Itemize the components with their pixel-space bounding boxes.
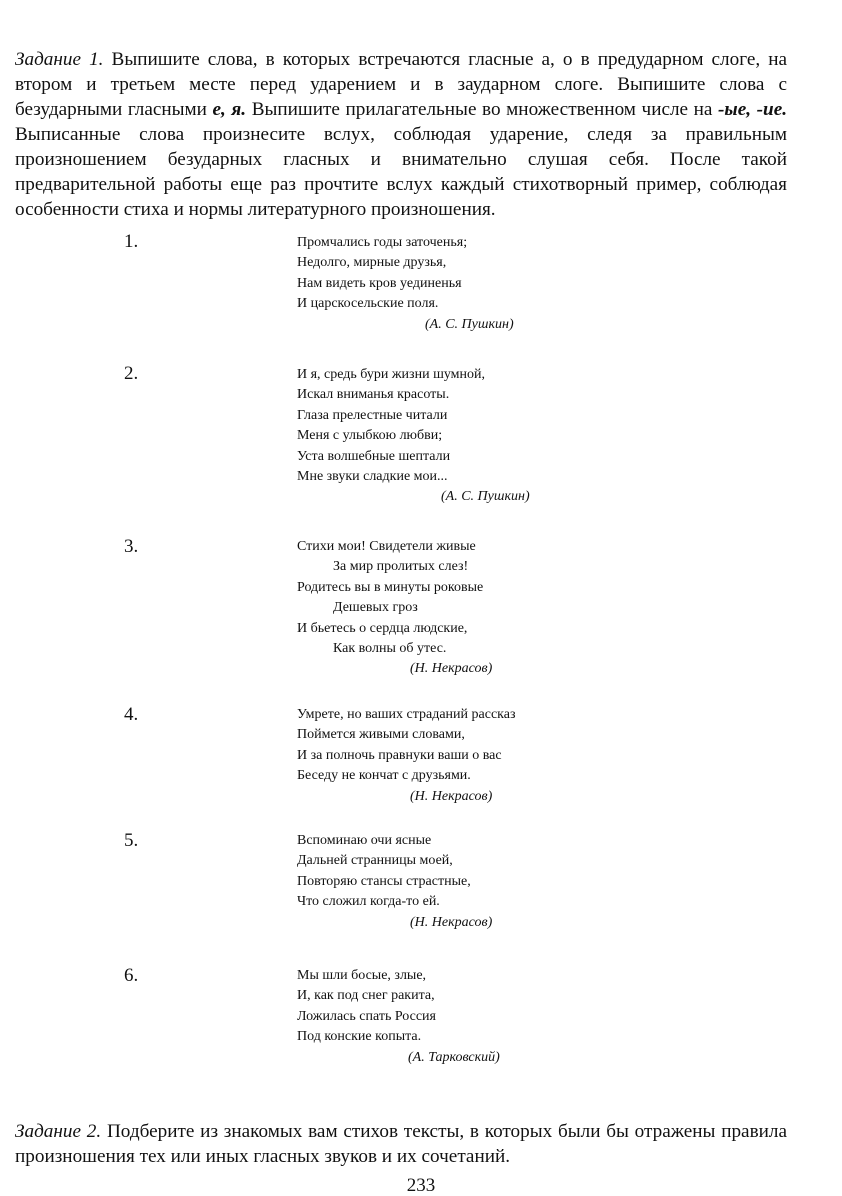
poem-4 <box>297 705 516 807</box>
poem-line: Поймется живыми словами, <box>297 727 465 743</box>
poem-line: Под конские копыта. <box>297 1029 422 1045</box>
poem-author: (А. С. Пушкин) <box>425 316 514 332</box>
poem-line: Нам видеть кров уединенья <box>297 275 462 291</box>
poem-3 <box>297 537 492 680</box>
poem-line: И я, средь бури жизни шумной, <box>297 367 486 382</box>
page-number: 233 <box>406 1175 436 1196</box>
poem-line: За мир пролитых слез! <box>333 559 469 575</box>
task-2-paragraph <box>15 1119 787 1169</box>
poem-line: И за полночь правнуки ваши о вас <box>297 747 502 763</box>
task-1-label: Задание 1. <box>15 49 104 71</box>
poem-line: Меня с улыбкою любви; <box>297 428 443 444</box>
task-1-paragraph <box>15 47 787 222</box>
poem-line: И царскосельские поля. <box>297 296 439 312</box>
poem-line: Недолго, мирные друзья, <box>297 255 447 271</box>
poem-line: Дальней странницы моей, <box>297 853 453 869</box>
poem-line: Что сложил когда-то ей. <box>297 894 440 910</box>
task-1-vowels: е, я. <box>212 99 247 121</box>
task-2-text: Подберите из знакомых вам стихов тексты, в которых были бы отражены правила произношения тех или иных гласных звуков и их сочетаний. <box>15 1121 787 1168</box>
task-1-text-c: Выписанные слова произнесите вслух, соблюдая ударение, следя за правильным произношением безударных гласных и внимательно слушая себя. После такой предварительной работы еще раз прочтите вслух каждый стихотворный пример, соблюдая особенности стиха и нормы литературного произношения. <box>15 124 787 221</box>
poem-author: (Н. Некрасов) <box>410 661 493 677</box>
poem-author: (А. С. Пушкин) <box>441 489 530 505</box>
poem-line: Уста волшебные шептали <box>297 448 451 464</box>
poem-line: Мне звуки сладкие мои... <box>297 468 448 484</box>
poem-line: И бьетесь о сердца людские, <box>297 620 468 636</box>
task-1-endings: -ые, -ие. <box>718 99 788 121</box>
poem-line: Повторяю стансы страстные, <box>297 873 471 889</box>
poem-line: И, как под снег ракита, <box>297 988 435 1004</box>
poem-1 <box>297 233 514 335</box>
poem-line: Родитесь вы в минуты роковые <box>297 579 484 595</box>
poem-line: Беседу не кончат с друзьями. <box>297 768 471 784</box>
task-2-label: Задание 2. <box>15 1121 102 1143</box>
poem-author: (А. Тарковский) <box>408 1049 500 1065</box>
poem-number: 3. <box>124 536 139 557</box>
poem-number: 1. <box>124 231 139 252</box>
poem-6 <box>297 966 500 1068</box>
poem-author: (Н. Некрасов) <box>410 788 493 804</box>
poem-number: 5. <box>124 830 139 851</box>
poem-line: Искал вниманья красоты. <box>297 387 450 403</box>
task-1-text-a: Выпишите слова, в которых встречаются гласные а, о в предударном слоге, на втором и третьем месте перед ударением и в заударном слоге. Выпишите слова с безударными гласными <box>15 49 787 121</box>
poem-line: Дешевых гроз <box>333 600 418 616</box>
poem-line: Промчались годы заточенья; <box>297 235 468 250</box>
poem-5 <box>297 831 492 933</box>
poem-number: 4. <box>124 704 139 725</box>
poem-line: Ложилась спать Россия <box>297 1008 436 1024</box>
task-1-text-b: Выпишите прилагательные во множественном числе на <box>246 99 719 121</box>
poem-line: Умрете, но ваших страданий рассказ <box>297 707 516 722</box>
poem-2 <box>297 365 530 508</box>
poem-line: Вспоминаю очи ясные <box>297 833 432 848</box>
poem-author: (Н. Некрасов) <box>410 914 493 930</box>
poem-line: Мы шли босые, злые, <box>297 968 427 983</box>
poem-number: 2. <box>124 363 139 384</box>
poem-line: Стихи мои! Свидетели живые <box>297 539 476 554</box>
poem-line: Как волны об утес. <box>333 640 447 656</box>
poem-number: 6. <box>124 965 139 986</box>
poem-line: Глаза прелестные читали <box>297 407 448 423</box>
